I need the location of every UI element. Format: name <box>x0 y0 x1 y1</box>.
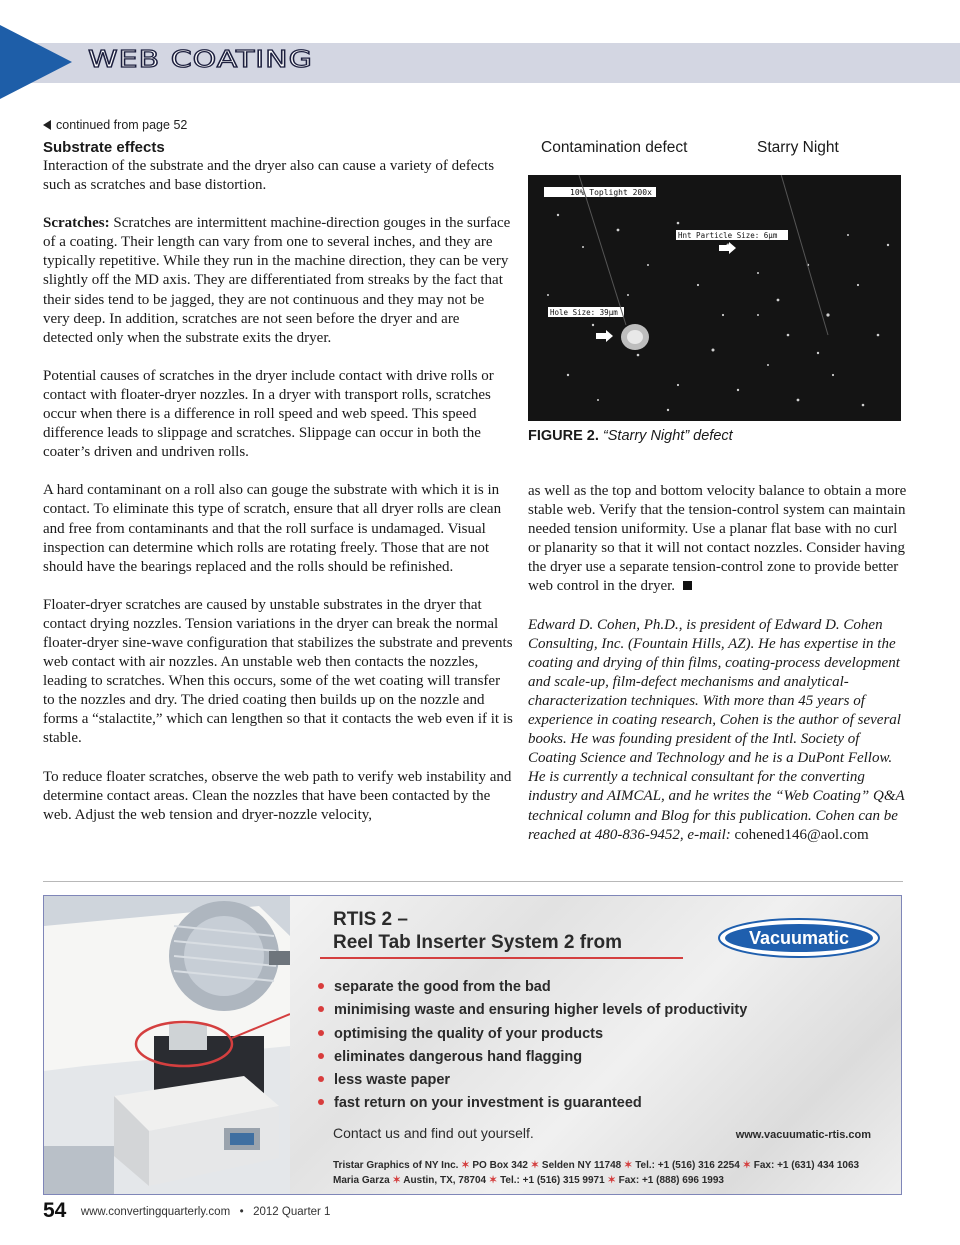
list-item: less waste paper <box>318 1069 747 1092</box>
paragraph-lead: Scratches: <box>43 215 110 232</box>
ad-headline-line-2: Reel Tab Inserter System 2 from <box>333 932 622 953</box>
vacuumatic-logo <box>718 918 880 958</box>
ad-machine-photo <box>44 896 290 1194</box>
ad-contact-line: Contact us and find out yourself. <box>333 1125 534 1141</box>
back-arrow-icon <box>43 120 51 130</box>
figure-image <box>528 175 901 421</box>
bullet-icon <box>318 1030 324 1036</box>
subhead: Substrate effects <box>43 139 165 156</box>
ad-bullet-list <box>318 976 747 1116</box>
list-item: separate the good from the bad <box>318 976 747 999</box>
ad-accent-line <box>320 957 683 959</box>
section-title: WEB COATING <box>88 46 313 74</box>
figure-caption-title: “Starry Night” defect <box>598 428 733 444</box>
page-number: 54 <box>43 1199 67 1222</box>
svg-text:Vacuumatic: Vacuumatic <box>748 928 850 948</box>
ad-address-line-2: Maria Garza ✶ Austin, TX, 78704 ✶ Tel.: +1 (516) 315 9971 ✶ Fax: +1 (888) 696 1993 <box>333 1175 724 1186</box>
author-email[interactable]: cohened146@aol.com <box>734 826 869 843</box>
continued-note <box>43 118 187 132</box>
author-bio <box>528 616 908 845</box>
paragraph <box>43 214 513 348</box>
figure-caption <box>528 428 733 444</box>
continued-text: continued from page 52 <box>56 118 188 132</box>
page-footer <box>43 1199 330 1223</box>
footer-separator: • <box>239 1206 244 1218</box>
footer-issue: 2012 Quarter 1 <box>253 1206 331 1218</box>
list-item: minimising waste and ensuring higher levels of productivity <box>318 999 747 1022</box>
bullet-icon <box>318 1076 324 1082</box>
paragraph: Potential causes of scratches in the dryer include contact with drive rolls or contact with floater-dryer nozzles. In a dryer with transport rolls, scratches occur when there is a difference in roll speed and web speed. This speed difference leads to slippage and scratches. Slippage can occur in both the coater’s driven and undriven rolls. <box>43 367 494 461</box>
svg-text:10% Toplight 200x: 10% Toplight 200x <box>570 188 652 197</box>
ad-headline <box>333 908 622 954</box>
paragraph <box>528 482 908 597</box>
list-item: optimising the quality of your products <box>318 1023 747 1046</box>
bullet-icon <box>318 1099 324 1105</box>
footer-website[interactable]: www.convertingquarterly.com <box>80 1206 231 1218</box>
ad-url[interactable]: www.vacuumatic-rtis.com <box>735 1129 871 1141</box>
advertisement[interactable] <box>43 895 902 1195</box>
list-item: fast return on your investment is guaranteed <box>318 1092 747 1115</box>
header-arrow-icon <box>0 25 72 99</box>
left-column <box>43 138 513 844</box>
bullet-icon <box>318 1053 324 1059</box>
paragraph-text: Scratches are intermittent machine-direction gouges in the surface of a coating. Their length can vary from one to several inches, and they are typically repetitive. While they run in the machine direction, they can be very slightly off the MD axis. They are differentiated from streaks by the fact that their sides tend to be jagged, they are not continuous and they may not be very deep. In addition, scratches are not seen before the dryer and are detected only when the substrate exits the dryer. <box>43 215 511 346</box>
figure-label-starry-night: Starry Night <box>757 139 839 156</box>
end-mark-icon <box>683 581 692 590</box>
bullet-icon <box>318 1006 324 1012</box>
list-item: eliminates dangerous hand flagging <box>318 1046 747 1069</box>
divider <box>43 881 903 882</box>
paragraph-text: as well as the top and bottom velocity balance to obtain a more stable web. Verify that the tension-control system can maintain needed tension uniformity. Use a planar flat base with no curl or planarity so that it will not contact nozzles. Consider having the dryer use a separate tension-control zone to provide better web control in the dryer. <box>528 483 907 595</box>
svg-text:Hnt Particle Size: 6μm: Hnt Particle Size: 6μm <box>678 231 778 240</box>
paragraph: A hard contaminant on a roll also can gouge the substrate with which it is in contact. To eliminate this type of scratch, ensure that all dryer rolls are clean and free from contaminants and that the roll surface is undamaged. Visual inspection can determine which rolls are rotating freely. Those that are not should have the bearings replaced and the rolls should be refinished. <box>43 482 502 575</box>
figure-label-contamination: Contamination defect <box>541 139 688 156</box>
paragraph: To reduce floater scratches, observe the web path to verify web instability and determine contact areas. Clean the nozzles that have been contacted by the web. Adjust the web tension and dryer-nozzle velocity, <box>43 768 512 823</box>
svg-text:Hole Size: 39μm: Hole Size: 39μm <box>550 308 618 317</box>
ad-address-line-1: Tristar Graphics of NY Inc. ✶ PO Box 342 ✶ Selden NY 11748 ✶ Tel.: +1 (516) 316 2254 ✶ Fax: +1 (631) 434 1063 <box>333 1160 860 1171</box>
ad-address <box>333 1158 859 1188</box>
ad-text-panel <box>290 896 901 1194</box>
paragraph: Interaction of the substrate and the dryer also can cause a variety of defects such as scratches and base distortion. <box>43 158 495 194</box>
bullet-icon <box>318 983 324 989</box>
ad-headline-line-1: RTIS 2 – <box>333 909 408 930</box>
figure-caption-number: FIGURE 2. <box>528 428 599 444</box>
paragraph: Floater-dryer scratches are caused by unstable substrates in the dryer that contact drying nozzles. Tension variations in the dryer can break the normal floater-dryer sine-wave configuration that stabilizes the substrate and prevents web contact with air nozzles. An unstable web then contacts the nozzles, leading to scratches. When this occurs, some of the wet coating will transfer to the nozzles and dry. The dried coating then builds up on the nozzle and forms a “stalactite,” which can lengthen so that it contacts the web even if it is stable. <box>43 596 513 747</box>
right-column <box>528 482 908 864</box>
author-bio-text: Edward D. Cohen, Ph.D., is president of Edward D. Cohen Consulting, Inc. (Fountain Hills, AZ). He has expertise in the coating and drying of thin films, coating-process development and scale-up, film-defect mechanisms and analytical-characterization techniques. With more than 45 years of experience in coating research, Cohen is the author of several books. He was founding president of the Intl. Society of Coating Science and Technology and he is a DuPont Fellow. He is currently a technical consultant for the converting industry and AIMCAL, and he writes the “Web Coating” Q&A technical column and Blog for this publication. Cohen can be reached at 480-836-9452, e-mail: <box>528 616 905 843</box>
